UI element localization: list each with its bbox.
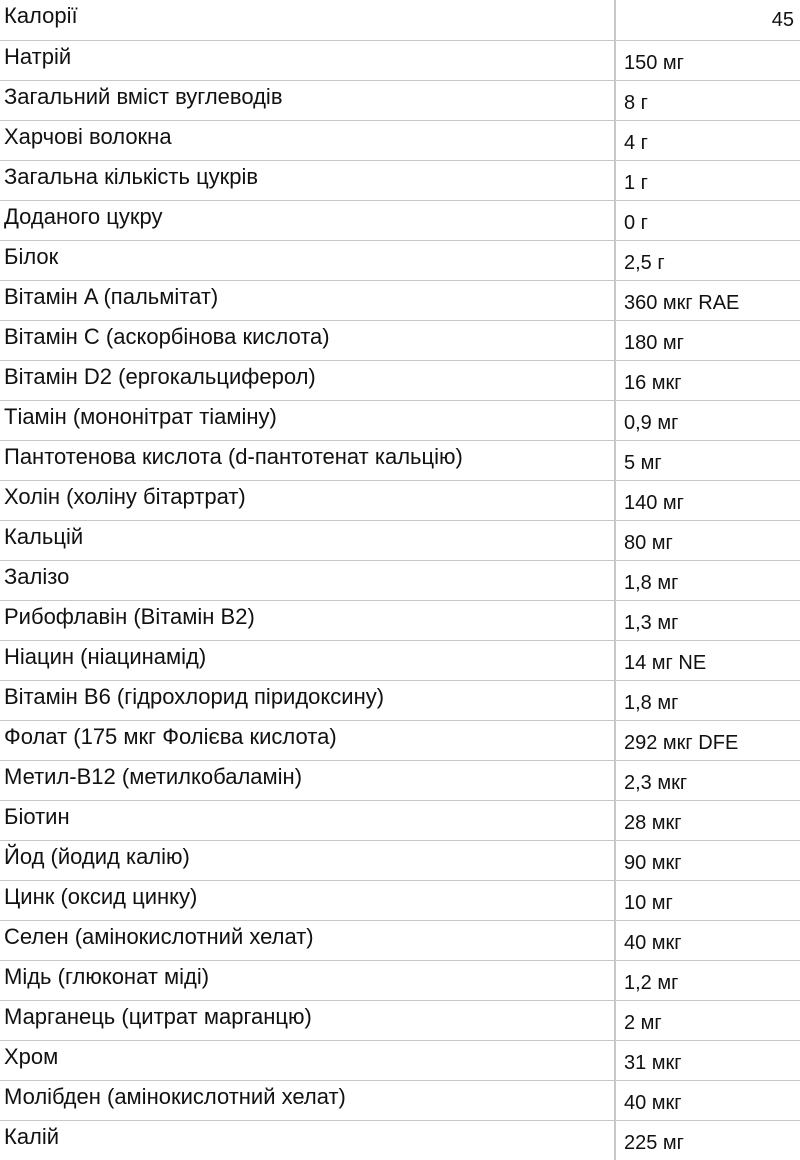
table-row bbox=[0, 40, 800, 80]
nutrient-value: 1,3 мг bbox=[615, 600, 800, 640]
nutrient-name: Кальцій bbox=[0, 520, 615, 560]
nutrient-value: 16 мкг bbox=[615, 360, 800, 400]
table-row bbox=[0, 800, 800, 840]
nutrient-name: Рибофлавін (Вітамін B2) bbox=[0, 600, 615, 640]
nutrient-value: 14 мг NE bbox=[615, 640, 800, 680]
nutrient-value: 0,9 мг bbox=[615, 400, 800, 440]
nutrient-value: 292 мкг DFE bbox=[615, 720, 800, 760]
nutrient-value: 2 мг bbox=[615, 1000, 800, 1040]
nutrient-name: Молібден (амінокислотний хелат) bbox=[0, 1080, 615, 1120]
table-row bbox=[0, 320, 800, 360]
table-row bbox=[0, 360, 800, 400]
nutrient-name: Марганець (цитрат марганцю) bbox=[0, 1000, 615, 1040]
nutrient-name: Залізо bbox=[0, 560, 615, 600]
nutrient-value: 225 мг bbox=[624, 1132, 684, 1154]
nutrient-value: 80 мг bbox=[615, 520, 800, 560]
nutrient-value: 40 мкг bbox=[615, 1080, 800, 1120]
nutrient-name: Доданого цукру bbox=[0, 200, 615, 240]
nutrient-name: Холін (холіну бітартрат) bbox=[0, 480, 615, 520]
table-row bbox=[0, 1120, 800, 1160]
table-row bbox=[0, 680, 800, 720]
table-row bbox=[0, 200, 800, 240]
table-row bbox=[0, 480, 800, 520]
table-row bbox=[0, 840, 800, 880]
nutrient-value: 150 мг bbox=[615, 40, 800, 80]
nutrient-value: 2,3 мкг bbox=[615, 760, 800, 800]
table-row bbox=[0, 400, 800, 440]
nutrient-name: Калорії bbox=[0, 0, 615, 40]
nutrient-name: Вітамін A (пальмітат) bbox=[0, 280, 615, 320]
table-row bbox=[0, 520, 800, 560]
table-row bbox=[0, 0, 800, 40]
nutrient-name: Натрій bbox=[0, 40, 615, 80]
table-row bbox=[0, 240, 800, 280]
table-row bbox=[0, 80, 800, 120]
nutrient-value: 2,5 г bbox=[615, 240, 800, 280]
table-row bbox=[0, 920, 800, 960]
nutrient-name: Білок bbox=[0, 240, 615, 280]
table-row bbox=[0, 1080, 800, 1120]
nutrient-value: 4 г bbox=[615, 120, 800, 160]
nutrient-value: 28 мкг bbox=[615, 800, 800, 840]
nutrient-name: Метил-B12 (метилкобаламін) bbox=[0, 760, 615, 800]
nutrient-value: 360 мкг RAE bbox=[615, 280, 800, 320]
nutrient-value: 180 мг bbox=[615, 320, 800, 360]
table-row bbox=[0, 720, 800, 760]
table-row bbox=[0, 600, 800, 640]
table-row bbox=[0, 1000, 800, 1040]
table-row bbox=[0, 760, 800, 800]
nutrient-value: 140 мг bbox=[615, 480, 800, 520]
table-row bbox=[0, 440, 800, 480]
nutrient-name: Біотин bbox=[0, 800, 615, 840]
nutrient-value: 90 мкг bbox=[615, 840, 800, 880]
table-row bbox=[0, 640, 800, 680]
nutrient-name: Йод (йодид калію) bbox=[0, 840, 615, 880]
nutrient-value: 5 мг bbox=[615, 440, 800, 480]
nutrient-name: Загальна кількість цукрів bbox=[0, 160, 615, 200]
table-row bbox=[0, 160, 800, 200]
table-row bbox=[0, 120, 800, 160]
table-row bbox=[0, 1040, 800, 1080]
table-row bbox=[0, 560, 800, 600]
nutrient-name: Селен (амінокислотний хелат) bbox=[0, 920, 615, 960]
nutrient-name: Вітамін D2 (ергокальциферол) bbox=[0, 360, 615, 400]
nutrient-name: Вітамін C (аскорбінова кислота) bbox=[0, 320, 615, 360]
nutrient-value: 1,2 мг bbox=[615, 960, 800, 1000]
nutrient-value: 8 г bbox=[615, 80, 800, 120]
nutrient-name: Цинк (оксид цинку) bbox=[0, 880, 615, 920]
nutrient-name: Калій bbox=[0, 1120, 615, 1160]
nutrient-name: Тіамін (мононітрат тіаміну) bbox=[0, 400, 615, 440]
nutrient-value: 40 мкг bbox=[615, 920, 800, 960]
nutrient-name: Пантотенова кислота (d-пантотенат кальцію) bbox=[0, 440, 615, 480]
nutrient-value: 0 г bbox=[615, 200, 800, 240]
nutrient-name: Мідь (глюконат міді) bbox=[0, 960, 615, 1000]
nutrient-name: Ніацин (ніацинамід) bbox=[0, 640, 615, 680]
nutrient-name: Фолат (175 мкг Фолієва кислота) bbox=[0, 720, 615, 760]
nutrient-name: Хром bbox=[0, 1040, 615, 1080]
nutrient-value: 31 мкг bbox=[615, 1040, 800, 1080]
table-row bbox=[0, 960, 800, 1000]
nutrient-name: Загальний вміст вуглеводів bbox=[0, 80, 615, 120]
nutrient-value: 1,8 мг bbox=[615, 560, 800, 600]
nutrient-value: 1 г bbox=[615, 160, 800, 200]
nutrient-value: 1,8 мг bbox=[615, 680, 800, 720]
nutrient-value: 10 мг bbox=[615, 880, 800, 920]
table-row bbox=[0, 880, 800, 920]
table-row bbox=[0, 280, 800, 320]
nutrient-name: Вітамін B6 (гідрохлорид піридоксину) bbox=[0, 680, 615, 720]
nutrient-value: 45 bbox=[615, 0, 800, 40]
nutrient-name: Харчові волокна bbox=[0, 120, 615, 160]
